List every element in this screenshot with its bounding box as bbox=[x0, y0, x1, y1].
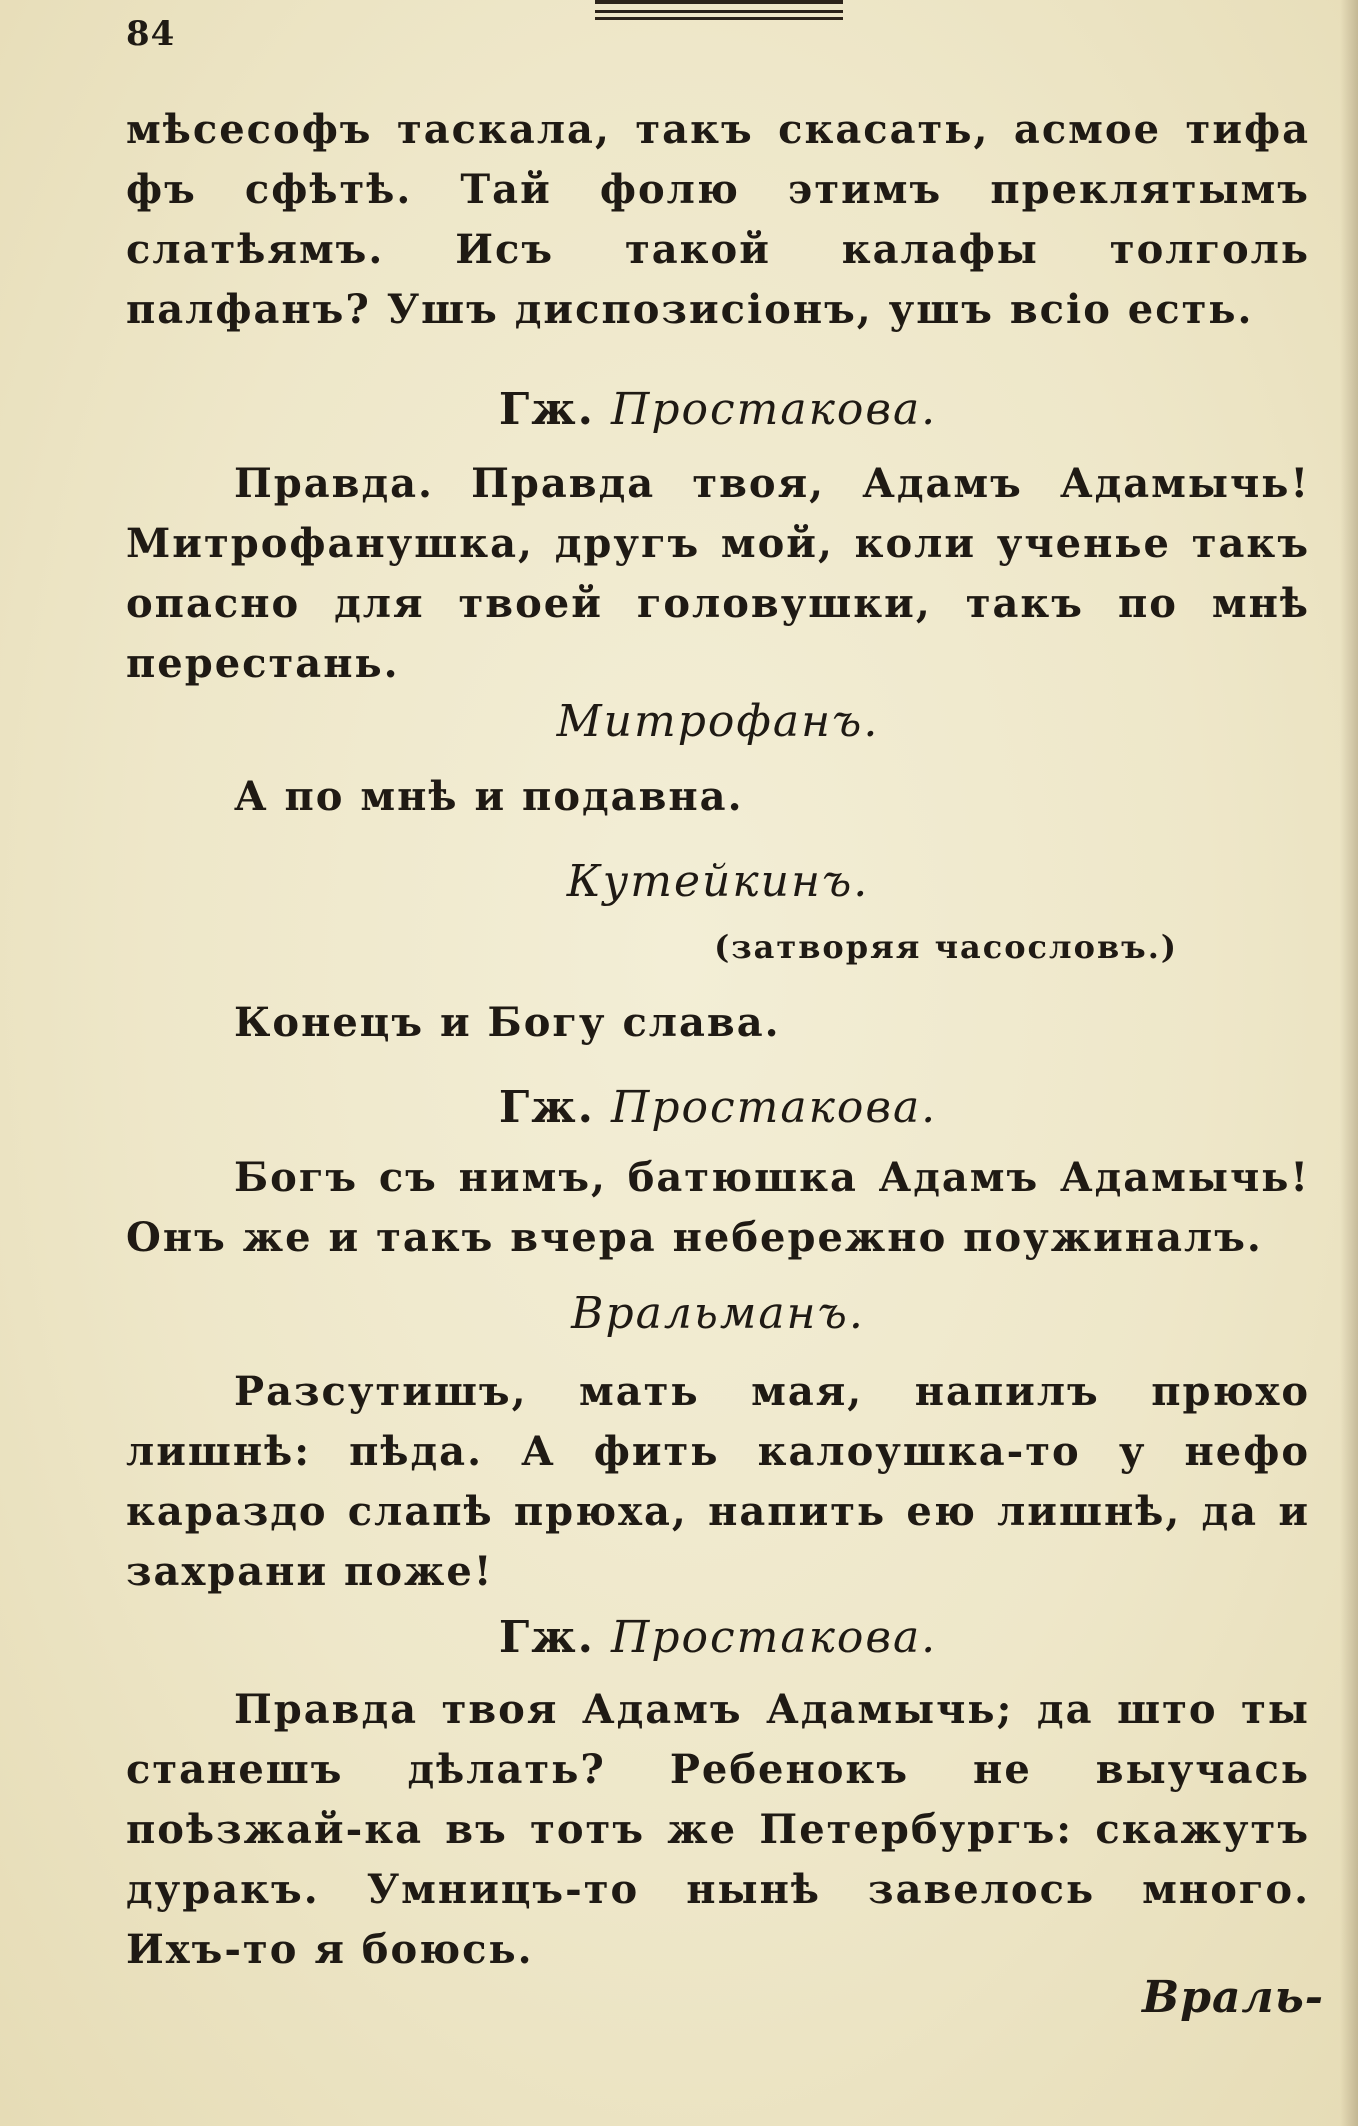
speaker-name: Митрофанъ. bbox=[556, 696, 880, 747]
header-rule bbox=[595, 10, 843, 13]
speaker-name: Простакова. bbox=[610, 1612, 938, 1663]
speaker-heading bbox=[126, 852, 1310, 912]
text-paragraph: Правда. Правда твоя, Адамъ Адамычь! Митрофанушка, другъ мой, коли ученье такъ опасно для твоей головушки, такъ по мнѣ перестань. bbox=[126, 460, 1310, 687]
text-paragraph: Богъ съ нимъ, батюшка Адамъ Адамычь! Онъ же и такъ вчера небережно поужиналъ. bbox=[126, 1154, 1310, 1261]
text-paragraph: А по мнѣ и подавна. bbox=[234, 773, 744, 820]
speaker-heading bbox=[126, 380, 1310, 440]
speaker-prefix: Гж. bbox=[498, 1082, 595, 1133]
text-paragraph: Разсутишъ, мать мая, напилъ прюхо лишнѣ: пѣда. А фить калоушка-то у нефо караздо слапѣ прюха, напить ею лишнѣ, да и захрани поже! bbox=[126, 1368, 1310, 1595]
page-number: 84 bbox=[126, 14, 176, 54]
speaker-name: Кутейкинъ. bbox=[566, 856, 870, 907]
speaker-name: Простакова. bbox=[610, 1082, 938, 1133]
speaker-heading bbox=[126, 1078, 1310, 1138]
speaker-name: Вральманъ. bbox=[571, 1288, 865, 1339]
page-edge-shadow bbox=[1340, 0, 1358, 2126]
catchword: Враль- bbox=[1142, 1972, 1324, 2023]
text-paragraph: мѣсесофъ таскала, такъ скасать, асмое тифа фъ сфѣтѣ. Тай фолю этимъ преклятымъ слатѣямъ. Исъ такой калафы толголь палфанъ? Ушъ диспозисіонъ, ушъ всіо есть. bbox=[126, 106, 1310, 333]
text-paragraph: Конецъ и Богу слава. bbox=[234, 999, 781, 1046]
stage-direction: (затворяя часословъ.) bbox=[714, 928, 1178, 966]
text-paragraph: Правда твоя Адамъ Адамычь; да што ты станешъ дѣлать? Ребенокъ не выучась поѣзжай-ка въ тотъ же Петербургъ: скажутъ дуракъ. Умницъ-то нынѣ завелось много. Ихъ-то я боюсь. bbox=[126, 1686, 1310, 1973]
header-rule bbox=[595, 0, 843, 4]
header-rule bbox=[595, 17, 843, 20]
speaker-heading bbox=[126, 1284, 1310, 1344]
speaker-heading bbox=[126, 1608, 1310, 1668]
speaker-heading bbox=[126, 692, 1310, 752]
speaker-name: Простакова. bbox=[610, 384, 938, 435]
speaker-prefix: Гж. bbox=[498, 384, 595, 435]
speaker-prefix: Гж. bbox=[498, 1612, 595, 1663]
